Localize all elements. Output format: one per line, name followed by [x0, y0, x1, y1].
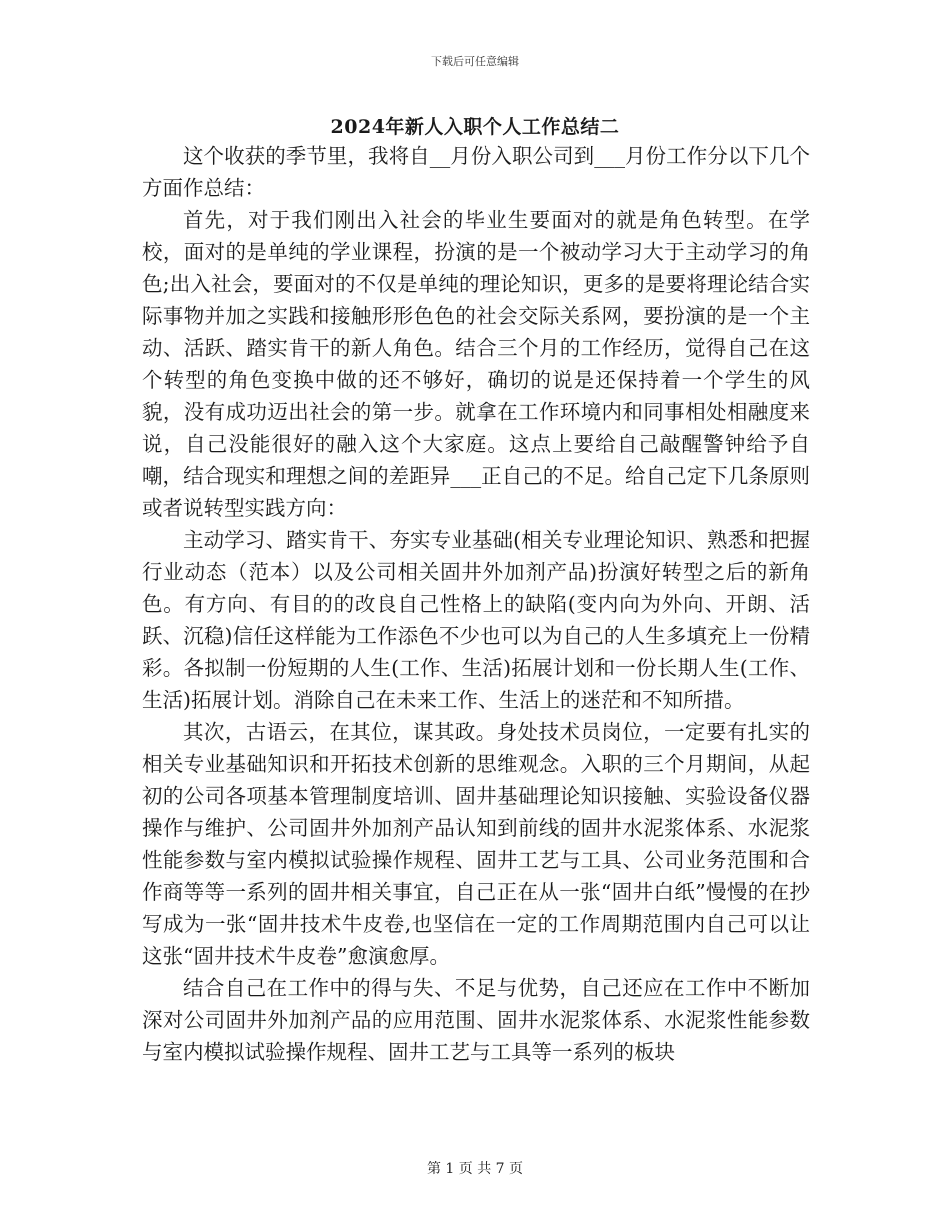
header-note: 下载后可任意编辑	[431, 55, 519, 68]
paragraph-technical-role: 其次，古语云，在其位，谋其政。身处技术员岗位，一定要有扎实的相关专业基础知识和开拓技术创新的思维观念。入职的三个月期间，从起初的公司各项基本管理制度培训、固井基础理论知识接触、实验设备仪器操作与维护、公司固井外加剂产品认知到前线的固井水泥浆体系、水泥浆性能参数与室内模拟试验操作规程、固井工艺与工具、公司业务范围和合作商等等一系列的固井相关事宜，自己正在从一张“固井白纸”慢慢的在抄写成为一张“固井技术牛皮卷,也坚信在一定的工作周期范围内自己可以让这张“固井技术牛皮卷”愈演愈厚。	[142, 720, 810, 968]
document-title: 2024年新人入职个人工作总结二	[330, 116, 620, 138]
paragraph-intro: 这个收获的季节里，我将自__月份入职公司到___月份工作分以下几个方面作总结：	[142, 144, 810, 200]
paragraph-role-transition: 首先，对于我们刚出入社会的毕业生要面对的就是角色转型。在学校，面对的是单纯的学业课程，扮演的是一个被动学习大于主动学习的角色;出入社会，要面对的不仅是单纯的理论知识，更多的是要将理论结合实际事物并加之实践和接触形形色色的社会交际关系网，要扮演的是一个主动、活跃、踏实肯干的新人角色。结合三个月的工作经历，觉得自己在这个转型的角色变换中做的还不够好，确切的说是还保持着一个学生的风貌，没有成功迈出社会的第一步。就拿在工作环境内和同事相处相融度来说，自己没能很好的融入这个大家庭。这点上要给自己敲醒警钟给予自嘲，结合现实和理想之间的差距异___正自己的不足。给自己定下几条原则或者说转型实践方向：	[142, 208, 810, 520]
page-number: 第 1 页 共 7 页	[426, 1161, 524, 1177]
paragraph-principles: 主动学习、踏实肯干、夯实专业基础(相关专业理论知识、熟悉和把握行业动态（范本）以及公司相关固井外加剂产品)扮演好转型之后的新角色。有方向、有目的的改良自己性格上的缺陷(变内向为外向、开朗、活跃、沉稳)信任这样能为工作添色不少也可以为自己的人生多填充上一份精彩。各拟制一份短期的人生(工作、生活)拓展计划和一份长期人生(工作、生活)拓展计划。消除自己在未来工作、生活上的迷茫和不知所措。	[142, 528, 810, 712]
document-body	[142, 140, 810, 1068]
paragraph-improvement: 结合自己在工作中的得与失、不足与优势，自己还应在工作中不断加深对公司固井外加剂产品的应用范围、固井水泥浆体系、水泥浆性能参数与室内模拟试验操作规程、固井工艺与工具等一系列的板块	[142, 976, 810, 1064]
